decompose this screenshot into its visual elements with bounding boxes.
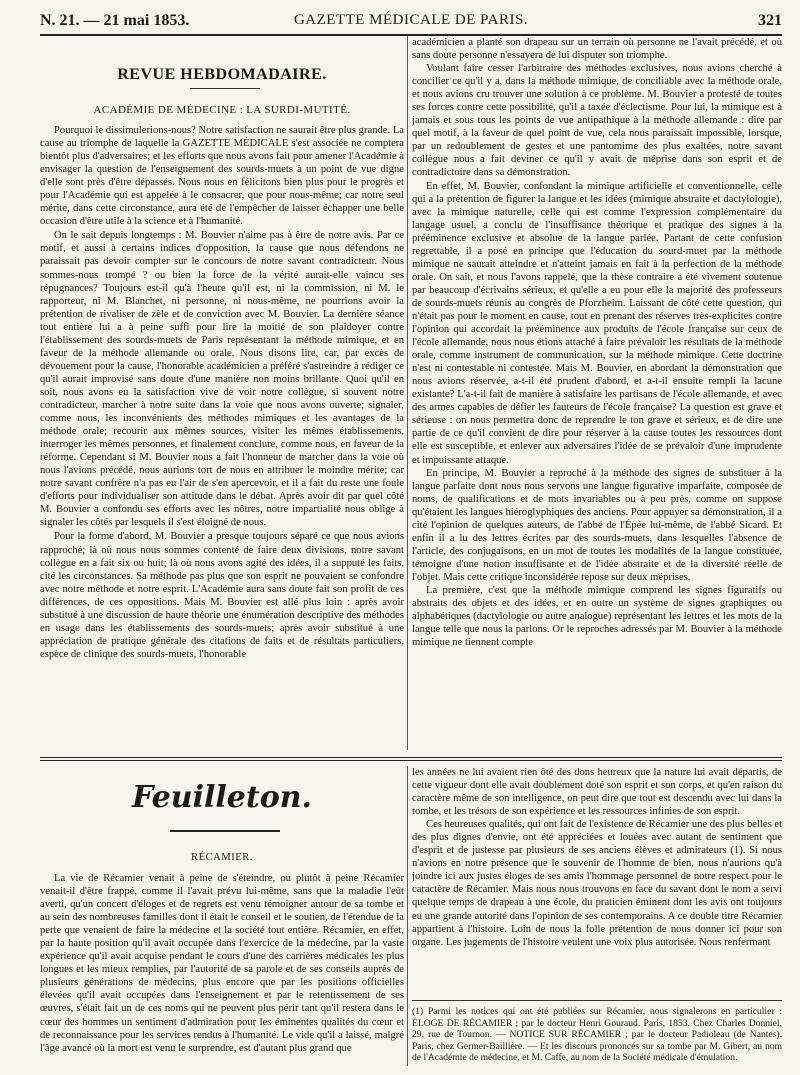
paragraph: On le sait depuis longtemps : M. Bouvier n'aime pas à être de notre avis. Par ce motif, et aussi à certains indices d'opposition, la cause que nous défendons ne paraissait pas devoir compter sur le concours de notre savant contradicteur. Nous sommes-nous trompé ? ou bien la force de la vérité aurait-elle vaincu ses répugnances? Toujours est-il qu'à l'heure qu'il est, ni la commission, ni M. le rapporteur, ni M. Blanchet, ni personne, ni nous-même, ne pourrions avoir la prétention de rivaliser de zèle et de conviction avec M. Bouvier. La dernière séance tout entière lui a à peine suffi pour lire la moitié de son plaidoyer contre l'établissement des sourds-muets de Paris représentant la méthode mimique, et en faveur de la méthode allemande ou orale. Nous disons lire, car, par excès de dévouement pour la cause, l'honorable académicien a préféré s'astreindre à rédiger ce qu'il aurait improvisé sans doute d'une manière non moins brillante. Quoi qu'il en soit, nous avons eu la satisfaction vive de voir notre collègue, si souvent notre contradicteur, marcher à notre suite dans la voie que nous avons ouverte; signaler, comme nous, les inconvénients des méthodes mimiques et les avantages de la méthode orale; recourir aux mêmes sources, visiter les mêmes établissements, interroger les mêmes personnes, et finalement conclure, comme nous, en faveur de la réforme. Cependant si M. Bouvier nous a fait l'honneur de marcher dans la voie où nous l'avions précédé, nous aurions tort de nous en attribuer le moindre mérite; car notre savant confrère n'a pas eu l'air de s'en apercevoir, et il a fait du reste une foule d'efforts pour individualiser son attitude dans le débat. Après avoir dit par quel côté M. Bouvier a confondu ses efforts avec les nôtres, notre impartialité nous oblige à signaler les côtés par lesquels il s'est éloigné de nous. — [40, 230, 404, 529]
review-right-column — [412, 36, 782, 752]
paragraph: Pourquoi le dissimulerions-nous? Notre satisfaction ne saurait être plus grande. La cause au triomphe de laquelle la GAZETTE MÉDICALE s'est associée ne comptera bientôt plus d'adversaires; et les efforts que nous avons fait pour amener l'Académie à envisager la question de l'enseignement des sourds-muets à un point de vue digne d'elle sont près d'être dépassés. Nous nous en félicitons bien plus pour le progrès et pour l'Académie qui est appelée à le consacrer, que pour nous-même; car notre seul mérite, dans cette circonstance, aura été de l'empêcher de laisser échapper une belle occasion d'être utile à la science et à l'humanité. — [40, 125, 404, 228]
paragraph: les années ne lui avaient rien ôté des dons heureux que la nature lui avait départis, de cette vigueur dont elle avait doublement doté son esprit et son corps, et qu'en raison du caractère même de son intelligence, on peut dire que tout est descendu avec lui dans la tombe, et les trésors de son expérience et les ressources infinies de son esprit. — [412, 767, 782, 818]
paragraph: La première, c'est que la méthode mimique comprend les signes figuratifs ou abstraits des objets et des idées, et en outre un système de signes graphiques ou alphabétiques (dactylologie ou autre analogue) représentant les lettres et les mots de la langue telle que nous la parlons. Or le reproches adressés par M. Bouvier à la méthode mimique ne tiennent compte — [412, 584, 782, 649]
paragraph: En effet, M. Bouvier, confondant la mimique artificielle et conventionnelle, celle qui a la prétention de figurer la langue et les idées (mimique abstraite et dactylologie), avec la mimique naturelle, celle qui est comme l'expression complémentaire du langage usuel, a conclu de l'insuffisance théorique et pratique des signes à la prééminence exclusive et absolue de la langue parlée. Partant de cette confusion regrettable, il a posé en principe que l'éducation du sourd-muet par la méthode mimique ne saurait atteindre et n'atteint jamais en fait à la perfection de la méthode orale. On sait, et nous l'avons rappelé, que la thèse contraire a été vivement soutenue par beaucoup d'écrivains sérieux, et qu'elle a eu pour elle la majorité des professeurs de sourds-muets réunis au congrès de Pforzheim. Laissant de côté cette question, qui n'était pas pour le moment en cause, tout en prenant des réserves très-explicites contre l'opinion qui accordait la prééminence aux produits de l'école française sur ceux de l'école allemande, nous nous étions attaché à faire prévaloir les résultats de la méthode orale, comme instrument de communication, sur la méthode mimique. Cette doctrine n'est ni contestable ni contestée. Mais M. Bouvier, en abordant la démonstration que nous avions réservée, a-t-il été prudent d'abord, et a-t-il ensuite rempli la lacune existante? L'a-t-il fait de manière à satisfaire les partisans de l'école allemande, et avec des armes capables de défier les fauteurs de l'école française? La question est grave et sérieuse : on nous permettra donc de reprendre le ton grave et sérieux, et de dire une partie de ce qu'il convient de dire pour réserver à la cause toutes les ressources dont elle est susceptible, et enlever aux adversaires l'idée de se prévaloir d'une imprudente et impuissante attaque. — [412, 180, 782, 466]
paragraph: académicien a planté son drapeau sur un terrain où personne ne l'avait précédé, et où sans doute personne n'essayera de lui disputer son triomphe. — [412, 37, 782, 62]
footnote: (1) Parmi les notices qui ont été publiées sur Récamier, nous signalerons en particulier : ÉLOGE DE RÉCAMIER ; par le docteur Henri Gouraud. Paris, 1853. Chez Charles Donniel, 29, rue de Tournon. — NOTICE SUR RÉCAMIER ; par le docteur Padioleau (de Nantes). Paris, chez Germer-Baillière. — Et les discours prononcés sur sa tombe par M. Gibert, au nom de l'Académie de médecine, et M. Caffe, au nom de la Société médicale d'émulation. — [412, 1006, 782, 1064]
feuilleton-divider — [170, 830, 280, 832]
page-number: 321 — [758, 12, 782, 29]
paragraph: Voulant faire cesser l'arbitraire des méthodes exclusives, nous avions cherché à concilier ce qu'il y a, dans la méthode mimique, de conciliable avec la méthode orale, et nous avions cru trouver une solution à ce problème. M. Bouvier a protesté de toutes ses forces contre cette possibilité, qu'il a taxée d'éclectisme. Pour lui, la mimique est à jamais et sous tous les points de vue antipathique à la méthode allemande : dire par quel motif, à la faveur de quel point de vue, cela nous paraissait impossible, lorsque, par un redoublement de gestes et une pantomime des plus exaltées, notre savant collègue nous a fait deviner ce qu'il y avait de méprise dans son esprit et de contradictoire dans sa démonstration. — [412, 63, 782, 179]
paragraph: La vie de Récamier venait à peine de s'éteindre, ou plutôt à peine Récamier venait-il d'être frappé, comme il l'avait prévu lui-même, sans que la maladie l'eût averti, qu'un concert d'éloges et de regrets est venu témoigner autour de sa tombe et au sein des nombreuses familles dont il était le conseil et le soutien, de l'étendue de la perte que venaient de faire la médecine et la société tout entière. Récamier, en effet, par la haute position qu'il avait occupée dans l'exercice de la médecine, par la vaste expérience qu'il avait acquise pendant le cours d'une des carrières médicales les plus longues et les mieux remplies, par l'autorité de sa parole et de ses conseils auprès de plusieurs générations de médecins, plus encore que par les positions officielles élevées qu'il avait occupées dans l'enseignement et par le retentissement de ses œuvres, s'était fait un de ces noms qui ne peuvent plus périr tant qu'il restera dans le cœur des hommes un sentiment d'admiration pour les éminentes qualités du cœur et de reconnaissance pour les services rendus à l'humanité. Le vide qu'il a laissé, malgré l'âge avancé où la mort est venu le surprendre, est d'autant plus grand que — [40, 873, 404, 1054]
feuilleton-left-column — [40, 872, 404, 1070]
feuilleton-subtitle: RÉCAMIER. — [191, 852, 253, 863]
footnote-divider — [412, 1000, 782, 1001]
paragraph: Pour la forme d'abord, M. Bouvier a presque toujours séparé ce que nous avions rapproché; là où nous nous sommes contenté de faire deux divisions, notre savant collègue en a fait six ou huit; là où nous avons agité des idées, il a supputé les faits, cité les circonstances. Sa méthode pas plus que son esprit ne pouvaient se confondre avec notre méthode et notre esprit. L'Académie aura sans doute fait son profit de ces différences, de ces oppositions. Mais M. Bouvier est allé plus loin : après avoir substitué à une discussion de haute théorie une énumération descriptive des méthodes en usage dans les établissements des sourds-muets; après avoir substitué à une appréciation de pratique générale des citations de faits et de résultats particuliers, espèce de clinique des sourds-muets, l'honorable — [40, 531, 404, 660]
feuilleton-title: Feuilleton. — [132, 780, 312, 815]
issue-info: N. 21. — 21 mai 1853. — [40, 12, 190, 29]
column-divider — [407, 766, 408, 1066]
review-title: REVUE HEBDOMADAIRE. — [117, 66, 327, 83]
review-left-column — [40, 124, 404, 752]
journal-title: GAZETTE MÉDICALE DE PARIS. — [293, 12, 529, 28]
title-divider — [190, 88, 260, 89]
feuilleton-right-column — [412, 766, 782, 998]
review-subtitle: ACADÉMIE DE MÉDECINE : LA SURDI-MUTITÉ. — [93, 104, 351, 116]
page-header — [40, 10, 782, 36]
column-divider — [407, 36, 408, 750]
section-separator — [40, 757, 782, 761]
paragraph: En principe, M. Bouvier a reproché à la méthode des signes de substituer à la langue parfaite dont nous nous servons une langue figurative imparfaite, composée de noms, de qualifications et de mots invariables ou à peu près, comme on suppose qu'étaient les langues hiéroglyphiques des anciens. Pour appuyer sa démonstration, il a cité l'opinion de quelques auteurs, de l'abbé de l'Épée lui-même, de l'abbé Sicard. Et enfin il a lu des lettres écrites par des sourds-muets, dans lesquelles l'absence de l'article, des conjugaisons, en un mot de toutes les modalités de la langue constituée, témoigne d'une notion insuffisante et de l'idée abstraite et de la diversité réelle de l'objet. Mais cette critique inconsidérée repose sur deux méprises. — [412, 467, 782, 583]
paragraph: Ces heureuses qualités, qui ont fait de l'existence de Récamier une des plus belles et des plus dignes d'envie, ont été appréciées et louées avec autant de sentiment que d'esprit et de justesse par plusieurs de ses anciens élèves et admirateurs (1). Si nous n'avions en notre présence que le souvenir de l'homme de bien, nous n'aurions qu'à joindre ici aux justes éloges de ses amis l'hommage personnel de notre respect pour le caractère de Récamier. Mais nous nous trouvons en face du savant dont le nom a servi quelque temps de drapeau à une école, du praticien éminent dont les avis ont toujours eu une grande autorité dans l'opinion de ses contemporains. A ce double titre Récamier appartient à l'histoire. Loin de nous la folle prétention de nous donner ici pour son organe. Les jugements de l'histoire veulent une voix plus autorisée. Nous renfermant — [412, 819, 782, 948]
